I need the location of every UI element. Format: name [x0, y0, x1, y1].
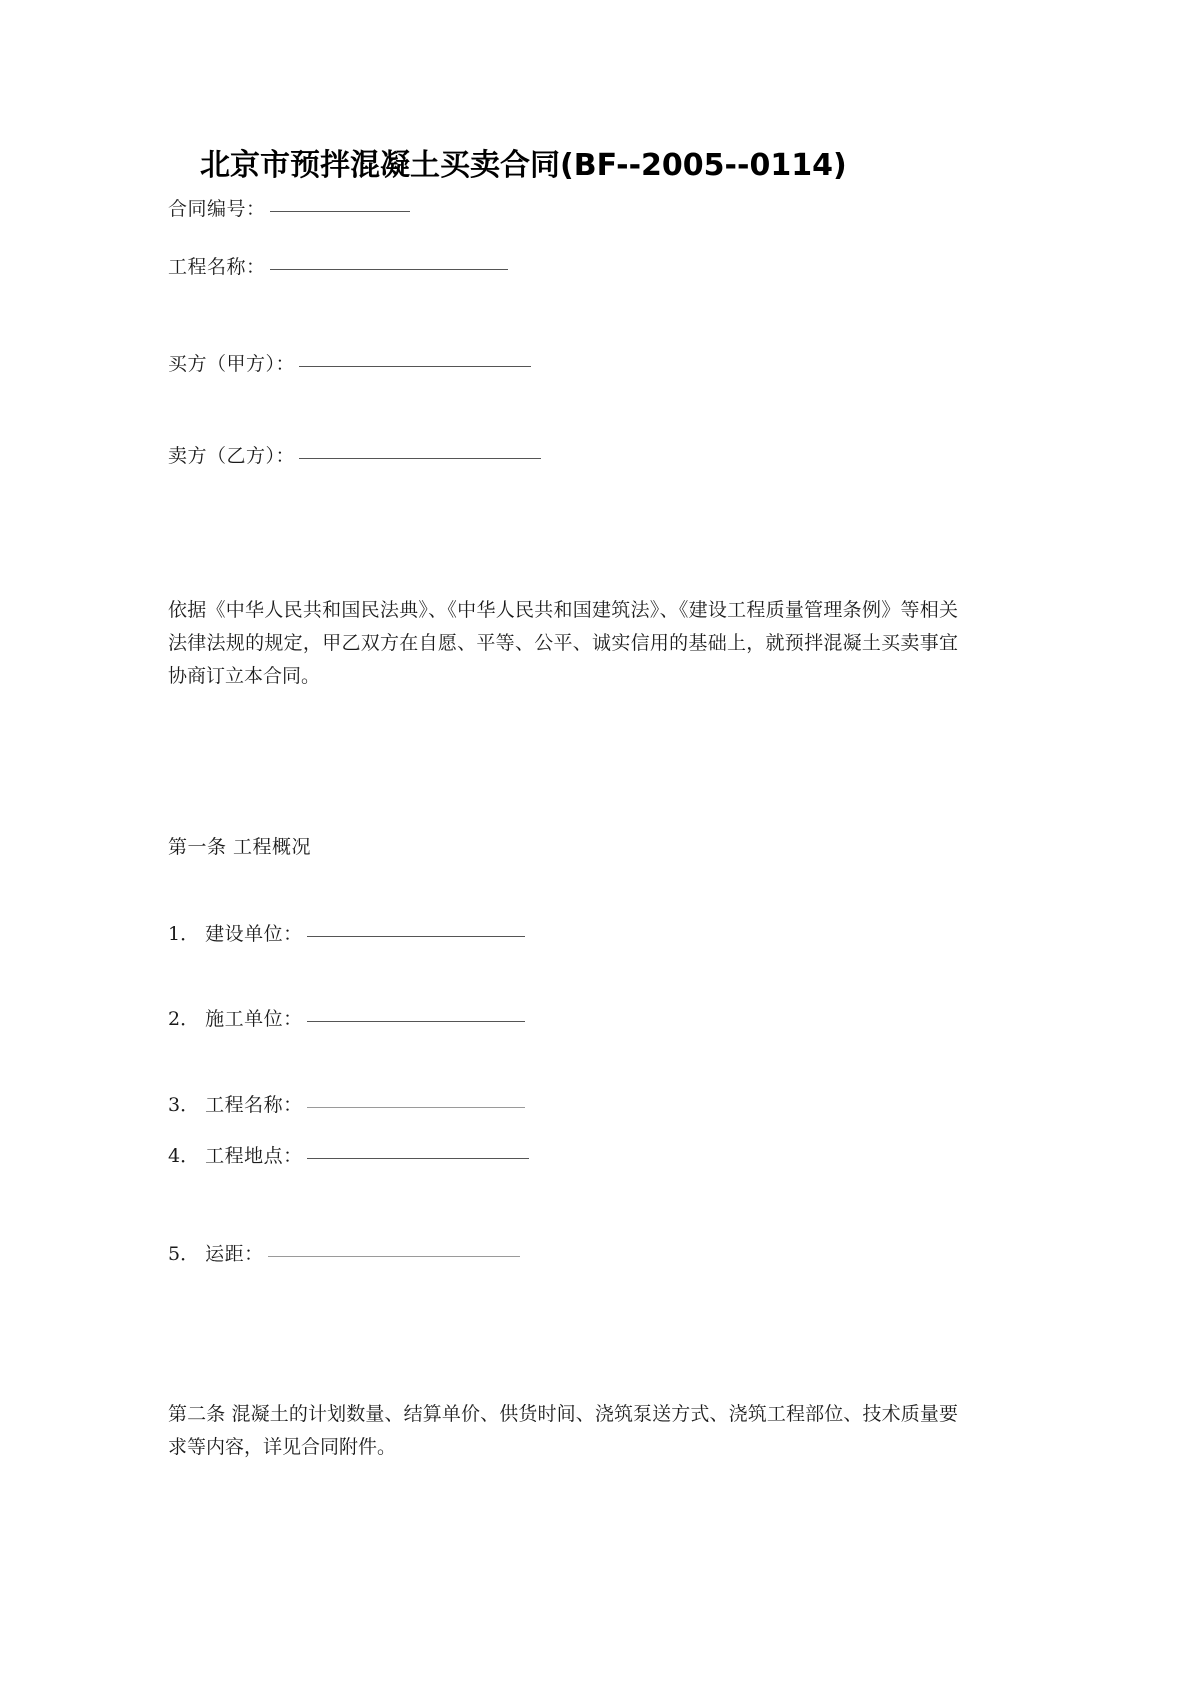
field-seller-party-b — [168, 443, 958, 471]
contract-number-input-rule[interactable] — [270, 211, 410, 212]
field-project-name — [168, 254, 958, 282]
item-label: 运距： — [205, 1242, 264, 1265]
haul-distance-input-rule[interactable] — [268, 1256, 520, 1257]
item-label: 施工单位： — [205, 1008, 303, 1031]
spacer — [168, 1229, 958, 1241]
project-name-item-input-rule[interactable] — [307, 1107, 525, 1108]
preamble-paragraph: 依据《中华人民共和国民法典》、《中华人民共和国建筑法》、《建设工程质量管理条例》等相关法律法规的规定，甲乙双方在自愿、平等、公平、诚实信用的基础上，就预拌混凝土买卖事宜协商订立本合同。 — [168, 599, 958, 687]
field-contract-number — [168, 196, 958, 224]
clause-two-paragraph: 第二条 混凝土的计划数量、结算单价、供货时间、浇筑泵送方式、浇筑工程部位、技术质量要求等内容，详见合同附件。 — [168, 1403, 958, 1458]
spacer — [168, 224, 958, 254]
item-index: 1． — [168, 922, 200, 945]
item-index: 2． — [168, 1008, 200, 1031]
spacer — [168, 379, 958, 443]
buyer-input-rule[interactable] — [299, 366, 531, 367]
spacer — [168, 1268, 958, 1368]
item-label: 建设单位： — [205, 922, 303, 945]
spacer — [168, 1034, 958, 1092]
project-location-input-rule[interactable] — [307, 1158, 529, 1159]
item-index: 5． — [168, 1242, 200, 1265]
field-label: 卖方（乙方）： — [168, 444, 296, 467]
construction-unit-input-rule[interactable] — [307, 936, 525, 937]
clause-one-item-construction-unit — [168, 921, 958, 949]
contractor-unit-input-rule[interactable] — [307, 1021, 525, 1022]
spacer — [168, 863, 958, 921]
spacer — [168, 1368, 958, 1398]
spacer — [168, 1171, 958, 1229]
spacer — [168, 1119, 958, 1143]
document-content — [168, 0, 958, 1464]
item-index: 3． — [168, 1093, 200, 1116]
field-buyer-party-a — [168, 351, 958, 379]
spacer — [168, 281, 958, 351]
spacer — [168, 470, 958, 570]
spacer — [168, 948, 958, 1006]
clause-one-heading: 第一条 工程概况 — [168, 836, 312, 859]
clause-one-item-project-name — [168, 1092, 958, 1120]
clause-one-item-project-location — [168, 1143, 958, 1171]
spacer — [168, 692, 958, 792]
clause-one-item-contractor-unit — [168, 1006, 958, 1034]
item-label: 工程地点： — [205, 1145, 303, 1168]
field-label: 买方（甲方）： — [168, 353, 296, 376]
clause-one-item-haul-distance — [168, 1241, 958, 1269]
project-name-input-rule[interactable] — [270, 269, 508, 270]
spacer — [168, 792, 958, 832]
field-label: 工程名称： — [168, 255, 266, 278]
field-label: 合同编号： — [168, 198, 266, 220]
item-label: 工程名称： — [205, 1093, 303, 1116]
spacer — [168, 184, 958, 196]
page-title: 北京市预拌混凝土买卖合同(BF--2005--0114) — [200, 148, 847, 183]
seller-input-rule[interactable] — [299, 458, 541, 459]
item-index: 4． — [168, 1145, 200, 1168]
spacer — [168, 570, 958, 594]
